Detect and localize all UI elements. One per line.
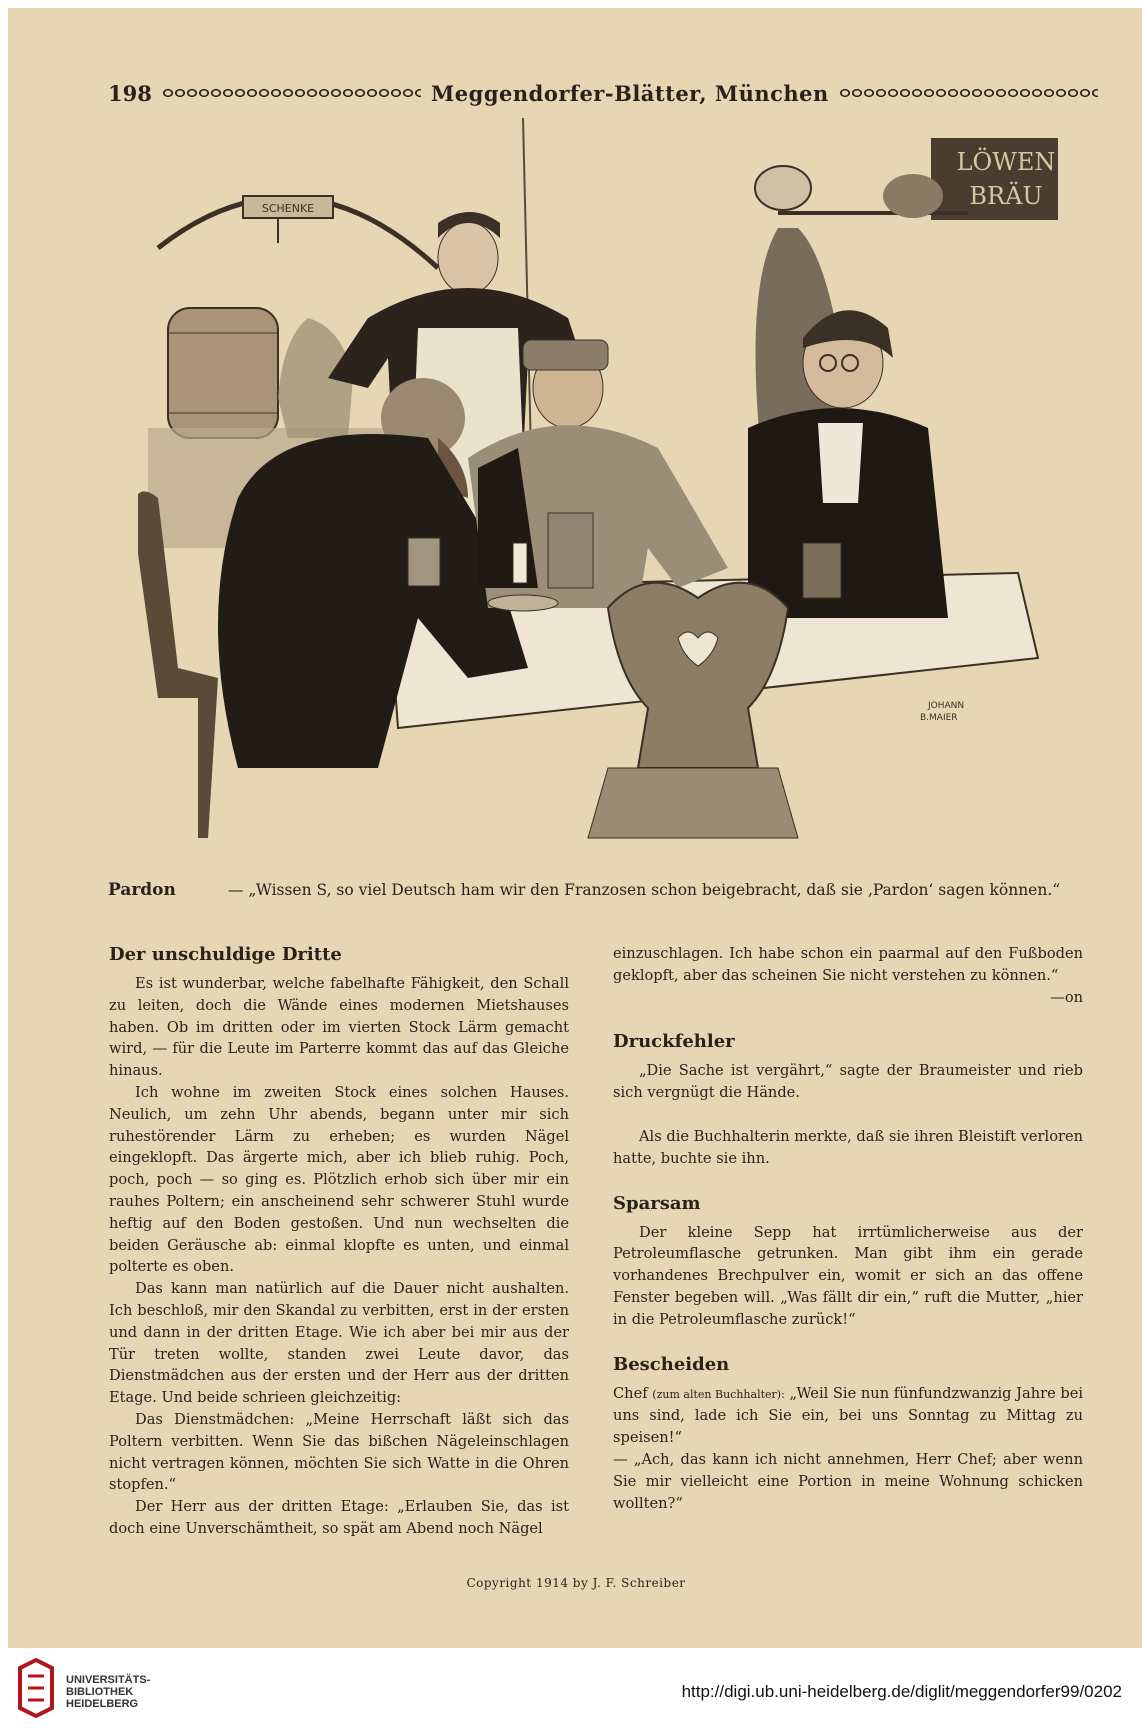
ornament-chain-left: [162, 87, 421, 99]
artist-signature-line2: B.MAIER: [920, 713, 958, 723]
page-header: [108, 78, 1098, 108]
illustration-caption: [108, 880, 1098, 900]
paragraph: einzuschlagen. Ich habe schon ein paarmal auf den Fußboden geklopft, aber das scheinen Sie nicht verstehen zu können.“: [613, 945, 1083, 984]
glass: [408, 538, 440, 586]
caption-title: Pardon: [108, 880, 176, 900]
paragraph: Das Dienstmädchen: „Meine Herrschaft läßt sich das Poltern verbitten. Wenn Sie das bißchen Nägeleinschlagen nicht vertragen können, möchten Sie sich Watte in die Ohren stopfen.“: [109, 1410, 569, 1494]
paragraph: — „Ach, das kann ich nicht annehmen, Herr Chef; aber wenn Sie mir vielleicht eine Portion in meine Wohnung schicken wollten?“: [613, 1450, 1083, 1512]
svg-text:LÖWEN: LÖWEN: [956, 148, 1056, 176]
candle: [513, 543, 527, 583]
hat: [883, 174, 943, 218]
hat: [755, 166, 811, 210]
article-heading: Sparsam: [613, 1192, 701, 1214]
paragraph: Der Herr aus der dritten Etage: „Erlauben Sie, das ist doch eine Unverschämtheit, so spät am Abend noch Nägel: [109, 1498, 569, 1537]
plate: [488, 595, 558, 611]
source-url-link[interactable]: http://digi.ub.uni-heidelberg.de/diglit/meggendorfer99/0202: [681, 1682, 1122, 1701]
copyright-notice: Copyright 1914 by J. F. Schreiber: [466, 1576, 686, 1590]
beer-stein: [548, 513, 593, 588]
ornament-chain-right: [839, 87, 1098, 99]
author-signature: —on: [1050, 988, 1083, 1006]
masthead-title: Meggendorfer-Blätter, München: [431, 80, 829, 106]
article-heading: Druckfehler: [613, 1031, 735, 1053]
page-number: 198: [108, 80, 152, 106]
paragraph: Als die Buchhalterin merkte, daß sie ihren Bleistift verloren hatte, buchte sie ihn.: [613, 1127, 1083, 1167]
barrel: [168, 308, 278, 438]
scanned-page: [8, 8, 1142, 1648]
svg-text:SCHENKE: SCHENKE: [261, 202, 315, 215]
caption-text: — „Wissen S, so viel Deutsch ham wir den Franzosen schon beigebracht, daß sie ‚Pardon‘ sagen können.“: [228, 881, 1061, 899]
paragraph: Der kleine Sepp hat irrtümlicherweise aus der Petroleumflasche getrunken. Man gibt ihm ein gerade vorhandenes Brechpulver ein, womit er sich an das offene Fenster begeben will. „Was fällt dir ein,“ ruft die Mutter, „hier in die Petroleumflasche zurück!“: [613, 1223, 1083, 1328]
stage-note: (zum alten Buchhalter):: [652, 1387, 785, 1401]
paragraph: „Die Sache ist vergährt,“ sagte der Braumeister und rieb sich vergnügt die Hände.: [613, 1062, 1083, 1102]
paragraph: Das kann man natürlich auf die Dauer nicht aushalten. Ich beschloß, mir den Skandal zu verbitten, erst in der ersten und dann in der dritten Etage. Wie ich aber bei mir aus der Tür treten wollte, standen zwei Leute davor, das Dienstmädchen aus der ersten und der Herr aus der dritten Etage. Und beide schrieen gleichzeitig:: [109, 1280, 569, 1407]
article-column-left: [109, 943, 569, 1540]
library-name[interactable]: UNIVERSITÄTS- BIBLIOTHEK HEIDELBERG: [66, 1674, 151, 1710]
svg-text:BRÄU: BRÄU: [969, 182, 1043, 210]
artist-signature-line1: JOHANN: [928, 701, 965, 711]
speaker-label: Chef: [613, 1384, 648, 1402]
viewer-footer: [0, 1650, 1142, 1733]
paragraph: Chef (zum alten Buchhalter): „Weil Sie nun fünfundzwanzig Jahre bei uns sind, lade ich Sie ein, bei uns Sonntag zu Mittag zu speisen!“: [613, 1384, 1084, 1447]
glass: [803, 543, 841, 598]
paragraph: Es ist wunderbar, welche fabelhafte Fähigkeit, den Schall zu leiten, doch die Wände eines modernen Mietshauses haben. Ob im dritten oder im vierten Stock Lärm gemacht wird, — für die Leute im Parterre kommt das auf das Gleiche hinaus.: [109, 975, 569, 1080]
sign-schenke: [243, 196, 333, 243]
paragraph: Ich wohne im zweiten Stock eines solchen Hauses. Neulich, um zehn Uhr abends, begann unter mir sich ruhestörender Lärm zu erheben; es wurden Nägel eingeklopft. Das ärgerte mich, aber ich blieb ruhig. Poch, poch, poch — so ging es. Plötzlich erhob sich über mir ein rauhes Poltern; ein anscheinend sehr schwerer Stuhl wurde heftig auf den Boden gestoßen. Und nun wechselten die beiden Geräusche ab: einmal klopfte es unten, und einmal polterte es oben.: [109, 1083, 569, 1276]
article-heading: Der unschuldige Dritte: [109, 944, 342, 965]
library-logo-icon[interactable]: [14, 1658, 58, 1718]
article-heading: Bescheiden: [613, 1353, 730, 1375]
tavern-illustration: [138, 118, 1058, 858]
heart-chair: [588, 583, 798, 838]
sign-loewenbraeu: [931, 138, 1058, 220]
article-column-right: [613, 943, 1083, 1514]
